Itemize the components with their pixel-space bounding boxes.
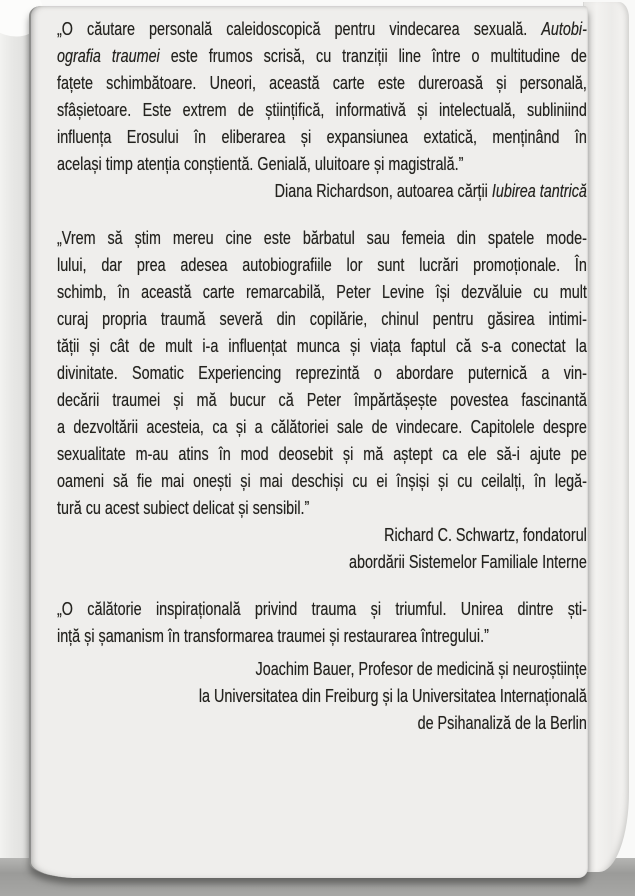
italic-text-run: Autobi- <box>541 19 587 39</box>
underlying-pages-left-edge <box>0 0 29 874</box>
quote-line <box>57 124 587 151</box>
quote-line <box>57 97 587 124</box>
text-run: Joachim Bauer, Profesor de medicină și neuroștiințe <box>255 659 587 679</box>
quote-line <box>57 468 587 495</box>
text-run: lului, dar prea adesea autobiografiile lor sunt lucrări promoționale. În <box>57 255 587 275</box>
quote-line <box>57 151 587 178</box>
text-run: oameni să fie mai onești și mai deschiși cu ei înșiși și cu ceilalți, în legă- <box>57 471 587 491</box>
text-run: sfâșietoare. Este extrem de științifică, informativă și intelectuală, subliniind <box>57 100 587 120</box>
quote-line <box>57 414 587 441</box>
text-run: tură cu acest subiect delicat și sensibil.” <box>57 498 310 518</box>
text-run: același timp atenția conștientă. Genială, uluitoare și magistrală.” <box>57 154 464 174</box>
quote-line <box>57 495 587 522</box>
text-run: la Universitatea din Freiburg și la Universitatea Internațională <box>198 686 587 706</box>
quote-line <box>57 387 587 414</box>
attribution <box>57 522 587 576</box>
quote-line <box>57 279 587 306</box>
quote-block <box>57 225 587 576</box>
attribution-line <box>57 656 587 683</box>
text-run: Richard C. Schwartz, fondatorul <box>384 525 587 545</box>
text-run: abordării Sistemelor Familiale Interne <box>348 552 587 572</box>
quote-line <box>57 252 587 279</box>
quote-line <box>57 441 587 468</box>
attribution <box>57 178 587 205</box>
text-run: influența Erosului în eliberarea și expansiunea extatică, menținând în <box>57 127 587 147</box>
quote-line <box>57 333 587 360</box>
quote-line <box>57 360 587 387</box>
quote-line <box>57 306 587 333</box>
attribution-line <box>57 683 587 710</box>
text-run: sexualitate m-au atins în mod deosebit și mă aștept ca ele să-i ajute pe <box>57 444 587 464</box>
quote-line <box>57 43 587 70</box>
text-run: divinitate. Somatic Experiencing reprezintă o abordare puternică a vin- <box>57 363 587 383</box>
quotes-container <box>57 16 587 737</box>
text-run: ință și șamanism în transformarea traumei și restaurarea întregului.” <box>57 626 489 646</box>
attribution-line <box>57 522 587 549</box>
text-run: a dezvoltării acesteia, ca și a călătoriei sale de vindecare. Capitolele despre <box>57 417 587 437</box>
quote-block <box>57 16 587 205</box>
italic-text-run: ografia traumei <box>57 46 160 66</box>
text-run: tății și cât de mult i-a influențat munca și viața faptul că s-a conectat la <box>57 336 587 356</box>
quote-block <box>57 596 587 737</box>
attribution <box>57 656 587 737</box>
quote-line <box>57 16 587 43</box>
italic-text-run: Iubirea tantrică <box>491 181 587 201</box>
attribution-line <box>57 549 587 576</box>
text-run: schimb, în această carte remarcabilă, Peter Levine își dezvăluie cu mult <box>57 282 587 302</box>
text-run: „O călătorie inspirațională privind trauma și triumful. Unirea dintre ști- <box>57 599 587 619</box>
text-run: „Vrem să știm mereu cine este bărbatul sau femeia din spatele mode- <box>57 228 587 248</box>
page-fore-edge <box>583 2 629 872</box>
quote-line <box>57 623 587 650</box>
text-run: de Psihanaliză de la Berlin <box>417 713 587 733</box>
quote-line <box>57 225 587 252</box>
text-run: este frumos scrisă, cu tranziții line între o multitudine de <box>159 46 587 66</box>
quote-line <box>57 596 587 623</box>
attribution-line <box>57 178 587 205</box>
text-run: decării traumei și mă bucur că Peter împărtășește povestea fascinantă <box>57 390 587 410</box>
attribution-line <box>57 710 587 737</box>
text-run: fațete schimbătoare. Uneori, această carte este dureroasă și personală, <box>57 73 587 93</box>
text-run: curaj propria traumă severă din copilărie, chinul pentru găsirea intimi- <box>57 309 587 329</box>
text-run: „O căutare personală caleidoscopică pentru vindecarea sexuală. <box>57 19 542 39</box>
text-run: Diana Richardson, autoarea cărții <box>274 181 492 201</box>
quote-line <box>57 70 587 97</box>
book-page <box>29 6 588 878</box>
